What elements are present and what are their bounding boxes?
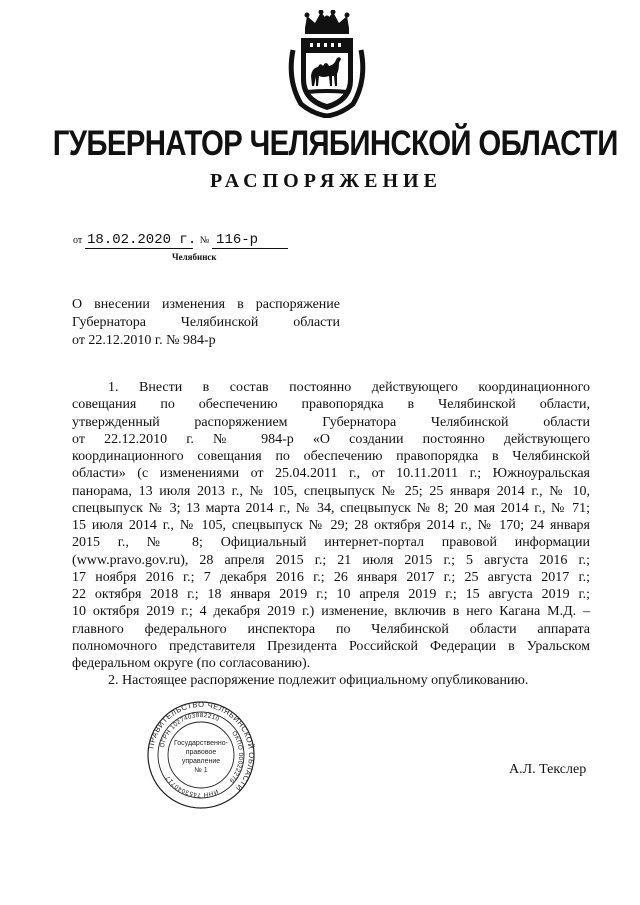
body-line: 17 ноября 2016 г.; 7 декабря 2016 г.; 26 января 2017 г.; 25 августа 2017 г.;: [72, 569, 590, 585]
paragraph-1: [72, 379, 590, 672]
body-line: 22 октября 2018 г.; 18 января 2019 г.; 10 апреля 2019 г.; 15 августа 2019 г.;: [72, 587, 590, 602]
body-line: утвержденный распоряжением Губернатора Челябинской области: [72, 414, 590, 430]
subject-line: от 22.12.2010 г. № 984-р: [72, 333, 216, 348]
seal-inn: ИНН 7453040717: [164, 773, 220, 799]
body-line: федеральном округе (по согласованию).: [72, 656, 311, 671]
body-line: 15 июля 2014 г., № 105, спецвыпуск № 29; 28 октября 2014 г., № 170; 24 января: [72, 518, 590, 533]
document-number: 116-р: [212, 232, 288, 249]
subject-line: Губернатора Челябинской области: [72, 315, 340, 330]
organization-title: ГУБЕРНАТОР ЧЕЛЯБИНСКОЙ ОБЛАСТИ: [52, 124, 618, 163]
date-label: от: [73, 235, 83, 246]
body-line: (www.pravo.gov.ru), 28 апреля 2015 г.; 21 июля 2015 г.; 5 августа 2016 г.;: [72, 552, 590, 568]
number-label: №: [199, 235, 210, 246]
document-subject: [72, 296, 340, 350]
seal-center-line: Государственно-: [173, 740, 229, 747]
body-line: от 22.12.2010 г. № 984-р «О создании постоянно действующего: [72, 431, 590, 447]
body-line: 2015 г., № 8; Официальный интернет-портал правовой информации: [72, 535, 590, 551]
body-line: полномочного представителя Президента Российской Федерации в Уральском: [72, 638, 590, 654]
official-seal: [146, 700, 256, 810]
coat-of-arms-chelyabinsk-icon: [287, 10, 367, 118]
seal-center-line: № 1: [194, 767, 208, 774]
seal-center-line: правовое: [185, 749, 217, 756]
body-line: главного федерального инспектора по Челябинской области аппарата: [72, 621, 590, 637]
seal-center-line: управление: [181, 758, 221, 765]
body-line: спецвыпуск № 3; 13 марта 2014 г., № 34, спецвыпуск № 8; 20 мая 2014 г., № 71;: [72, 500, 590, 516]
body-line: совещания по обеспечению правопорядка в Челябинской области,: [72, 397, 590, 413]
body-line: координационного совещания по обеспечению правопорядка в Челябинской: [72, 449, 590, 464]
svg-text:ИНН 7453040717: [164, 774, 219, 798]
document-body: [72, 379, 590, 690]
seal-ogrn: ОГРН 1027403882210: [158, 711, 221, 749]
seal-okpo: ОКПО 00022279: [227, 729, 245, 785]
body-line: 10 октября 2019 г.; 4 декабря 2019 г.) изменение, включив в него Кагана М.Д. –: [72, 604, 590, 620]
subject-line: О внесении изменения в распоряжение: [72, 297, 340, 312]
document-requisites: [73, 232, 288, 249]
body-line: 1. Внести в состав постоянно действующего координационного: [108, 380, 590, 395]
signer-name: А.Л. Текслер: [509, 762, 587, 777]
document-date: 18.02.2020 г.: [87, 232, 197, 248]
document-type: РАСПОРЯЖЕНИЕ: [210, 170, 442, 192]
seal-outer-text: ПРАВИТЕЛЬСТВО ЧЕЛЯБИНСКОЙ ОБЛАСТИ: [146, 700, 256, 794]
city-label: Челябинск: [172, 252, 217, 262]
body-line: области» (с изменениями от 25.04.2011 г., от 10.11.2011 г.; Южноуральская: [72, 466, 590, 482]
body-line: панорама, 13 июля 2013 г., № 105, спецвыпуск № 25; 25 января 2014 г., № 10,: [72, 483, 590, 499]
paragraph-2: 2. Настоящее распоряжение подлежит официальному опубликованию.: [108, 673, 529, 689]
